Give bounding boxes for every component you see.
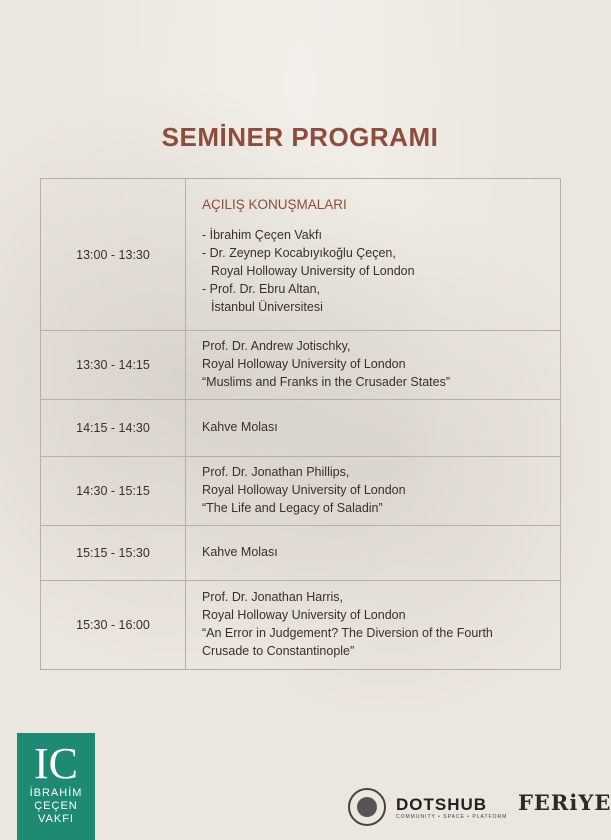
session-line: İstanbul Üniversitesi: [211, 299, 323, 314]
dotshub-name: DOTSHUB: [396, 795, 488, 814]
ibrahim-cecen-vakfi-logo: [17, 733, 95, 840]
page-title: SEMİNER PROGRAMI: [161, 122, 439, 152]
time-cell: 13:00 - 13:30: [41, 179, 186, 331]
logo-word: ÇEÇEN: [34, 800, 78, 812]
session-line: Royal Holloway University of London: [202, 483, 406, 497]
opening-heading: AÇILIŞ KONUŞMALARI: [202, 196, 347, 212]
session-cell: [186, 457, 561, 526]
table-row: [41, 400, 561, 457]
seminar-program-table: [40, 178, 561, 670]
time-cell: 15:30 - 16:00: [41, 581, 186, 670]
session-line: Royal Holloway University of London: [211, 263, 415, 278]
session-cell: [186, 179, 561, 331]
logo-monogram: IC: [34, 739, 78, 788]
partner-seal-logo: [348, 788, 386, 826]
session-cell: [186, 331, 561, 400]
logo-word: VAKFI: [38, 813, 74, 825]
logo-word: İBRAHİM: [29, 787, 83, 799]
time-cell: 14:30 - 15:15: [41, 457, 186, 526]
session-line: - Dr. Zeynep Kocabıyıkoğlu Çeçen,: [202, 245, 396, 260]
session-cell: [186, 581, 561, 670]
dotshub-tagline: COMMUNITY • SPACE • PLATFORM: [396, 814, 508, 820]
time-cell: 13:30 - 14:15: [41, 331, 186, 400]
dotshub-logo: [396, 796, 507, 820]
session-line: Kahve Molası: [202, 545, 278, 559]
session-line: Kahve Molası: [202, 420, 278, 434]
session-line: Prof. Dr. Andrew Jotischky,: [202, 339, 351, 353]
time-cell: 14:15 - 14:30: [41, 400, 186, 457]
table-row: [41, 526, 561, 581]
session-line: - Prof. Dr. Ebru Altan,: [202, 281, 321, 296]
session-line: Prof. Dr. Jonathan Phillips,: [202, 465, 350, 479]
session-line: Royal Holloway University of London: [202, 357, 406, 371]
session-line: Crusade to Constantinople”: [202, 644, 355, 658]
table-row: [41, 457, 561, 526]
table-row: [41, 179, 561, 331]
session-line: Royal Holloway University of London: [202, 608, 406, 622]
table-row: [41, 331, 561, 400]
session-cell: [186, 400, 561, 457]
session-cell: [186, 526, 561, 581]
session-line: “The Life and Legacy of Saladin”: [202, 501, 383, 515]
table-row: [41, 581, 561, 670]
session-line: “An Error in Judgement? The Diversion of the Fourth: [202, 626, 493, 640]
session-line: Prof. Dr. Jonathan Harris,: [202, 590, 344, 604]
time-cell: 15:15 - 15:30: [41, 526, 186, 581]
feriye-logo: FERiYE: [518, 790, 611, 815]
session-line: - İbrahim Çeçen Vakfı: [202, 227, 322, 242]
session-line: “Muslims and Franks in the Crusader States”: [202, 375, 451, 389]
